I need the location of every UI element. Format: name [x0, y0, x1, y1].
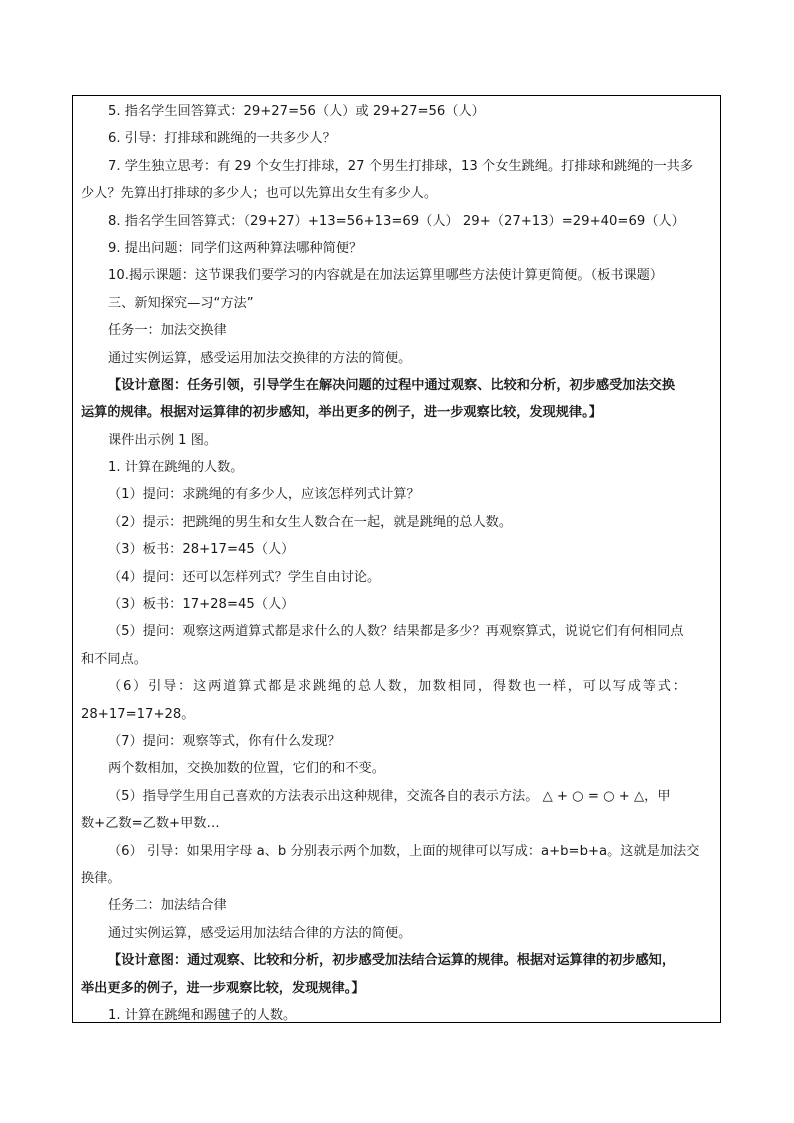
sub-step-1: （1）提问：求跳绳的有多少人，应该怎样列式计算？: [108, 487, 420, 503]
section-3-heading: 三、新知探究—习“方法”: [108, 295, 254, 311]
step-7-think-cont: 少人？先算出打排球的多少人；也可以先算出女生有多少人。: [81, 186, 438, 202]
task-1-heading: 任务一：加法交换律: [108, 323, 227, 339]
sub-step-3b: （3）板书：17+28=45（人）: [108, 597, 295, 613]
rule-statement: 两个数相加，交换加数的位置，它们的和不变。: [108, 761, 385, 777]
sub-step-6-cont: 28+17=17+28。: [81, 706, 195, 722]
example-1-note: 课件出示例 1 图。: [108, 432, 218, 448]
sub-step-6b-cont: 换律。: [81, 870, 121, 886]
step-5-answer: 5. 指名学生回答算式：29+27=56（人）或 29+27=56（人）: [108, 104, 485, 119]
step-7-think: 7. 学生独立思考：有 29 个女生打排球，27 个男生打排球，13 个女生跳绳。打排球和跳绳的一共多: [108, 158, 694, 174]
design-intent-2-cont: 举出更多的例子，进一步观察比较，发现规律。】: [81, 980, 365, 996]
step-10-topic: 10.揭示课题：这节课我们要学习的内容就是在加法运算里哪些方法使计算更简便。（板书课题）: [108, 268, 664, 284]
sub-step-5b: （5）指导学生用自己喜欢的方法表示出这种规律，交流各自的表示方法。 △ + ○ = ○ + △，甲: [108, 788, 671, 804]
calc-jump-rope: 1. 计算在跳绳的人数。: [108, 460, 244, 476]
sub-step-4: （4）提问：还可以怎样列式？学生自由讨论。: [108, 569, 381, 585]
sub-step-5b-cont: 数+乙数=乙数+甲数…: [81, 816, 220, 832]
lesson-plan-content: [81, 98, 717, 1029]
task-2-heading: 任务二：加法结合律: [108, 898, 227, 914]
design-intent-1: 【设计意图：任务引领，引导学生在解决问题的过程中通过观察、比较和分析，初步感受加法交换: [108, 377, 676, 393]
calc-jump-and-kick: 1. 计算在跳绳和踢毽子的人数。: [108, 1007, 297, 1023]
sub-step-5-cont: 和不同点。: [81, 651, 147, 667]
sub-step-5: （5）提问：观察这两道算式都是求什么的人数？结果都是多少？再观察算式，说说它们有何相同点: [108, 624, 684, 640]
sub-step-6b: （6） 引导：如果用字母 a、b 分别表示两个加数，上面的规律可以写成：a+b=b+a。这就是加法交: [108, 843, 700, 859]
design-intent-2: 【设计意图：通过观察、比较和分析，初步感受加法结合运算的规律。根据对运算律的初步感知，: [108, 953, 676, 969]
step-6-guide: 6. 引导：打排球和跳绳的一共多少人？: [108, 131, 336, 147]
sub-step-3a: （3）板书：28+17=45（人）: [108, 542, 295, 558]
sub-step-2: （2）提示：把跳绳的男生和女生人数合在一起，就是跳绳的总人数。: [108, 514, 513, 530]
design-intent-1-cont: 运算的规律。根据对运算律的初步感知，举出更多的例子，进一步观察比较，发现规律。】: [81, 405, 602, 421]
step-8-answer: 8. 指名学生回答算式：（29+27）+13=56+13=69（人） 29+（27+13）=29+40=69（人）: [108, 213, 685, 229]
step-9-question: 9. 提出问题：同学们这两种算法哪种简便？: [108, 240, 363, 256]
task-2-intro: 通过实例运算，感受运用加法结合律的方法的简便。: [108, 925, 412, 941]
sub-step-7: （7）提问：观察等式，你有什么发现？: [108, 733, 341, 749]
sub-step-6: （6）引导：这两道算式都是求跳绳的总人数，加数相同，得数也一样，可以写成等式：: [108, 679, 688, 695]
task-1-intro: 通过实例运算，感受运用加法交换律的方法的简便。: [108, 350, 412, 366]
document-table-cell: [72, 95, 721, 1023]
